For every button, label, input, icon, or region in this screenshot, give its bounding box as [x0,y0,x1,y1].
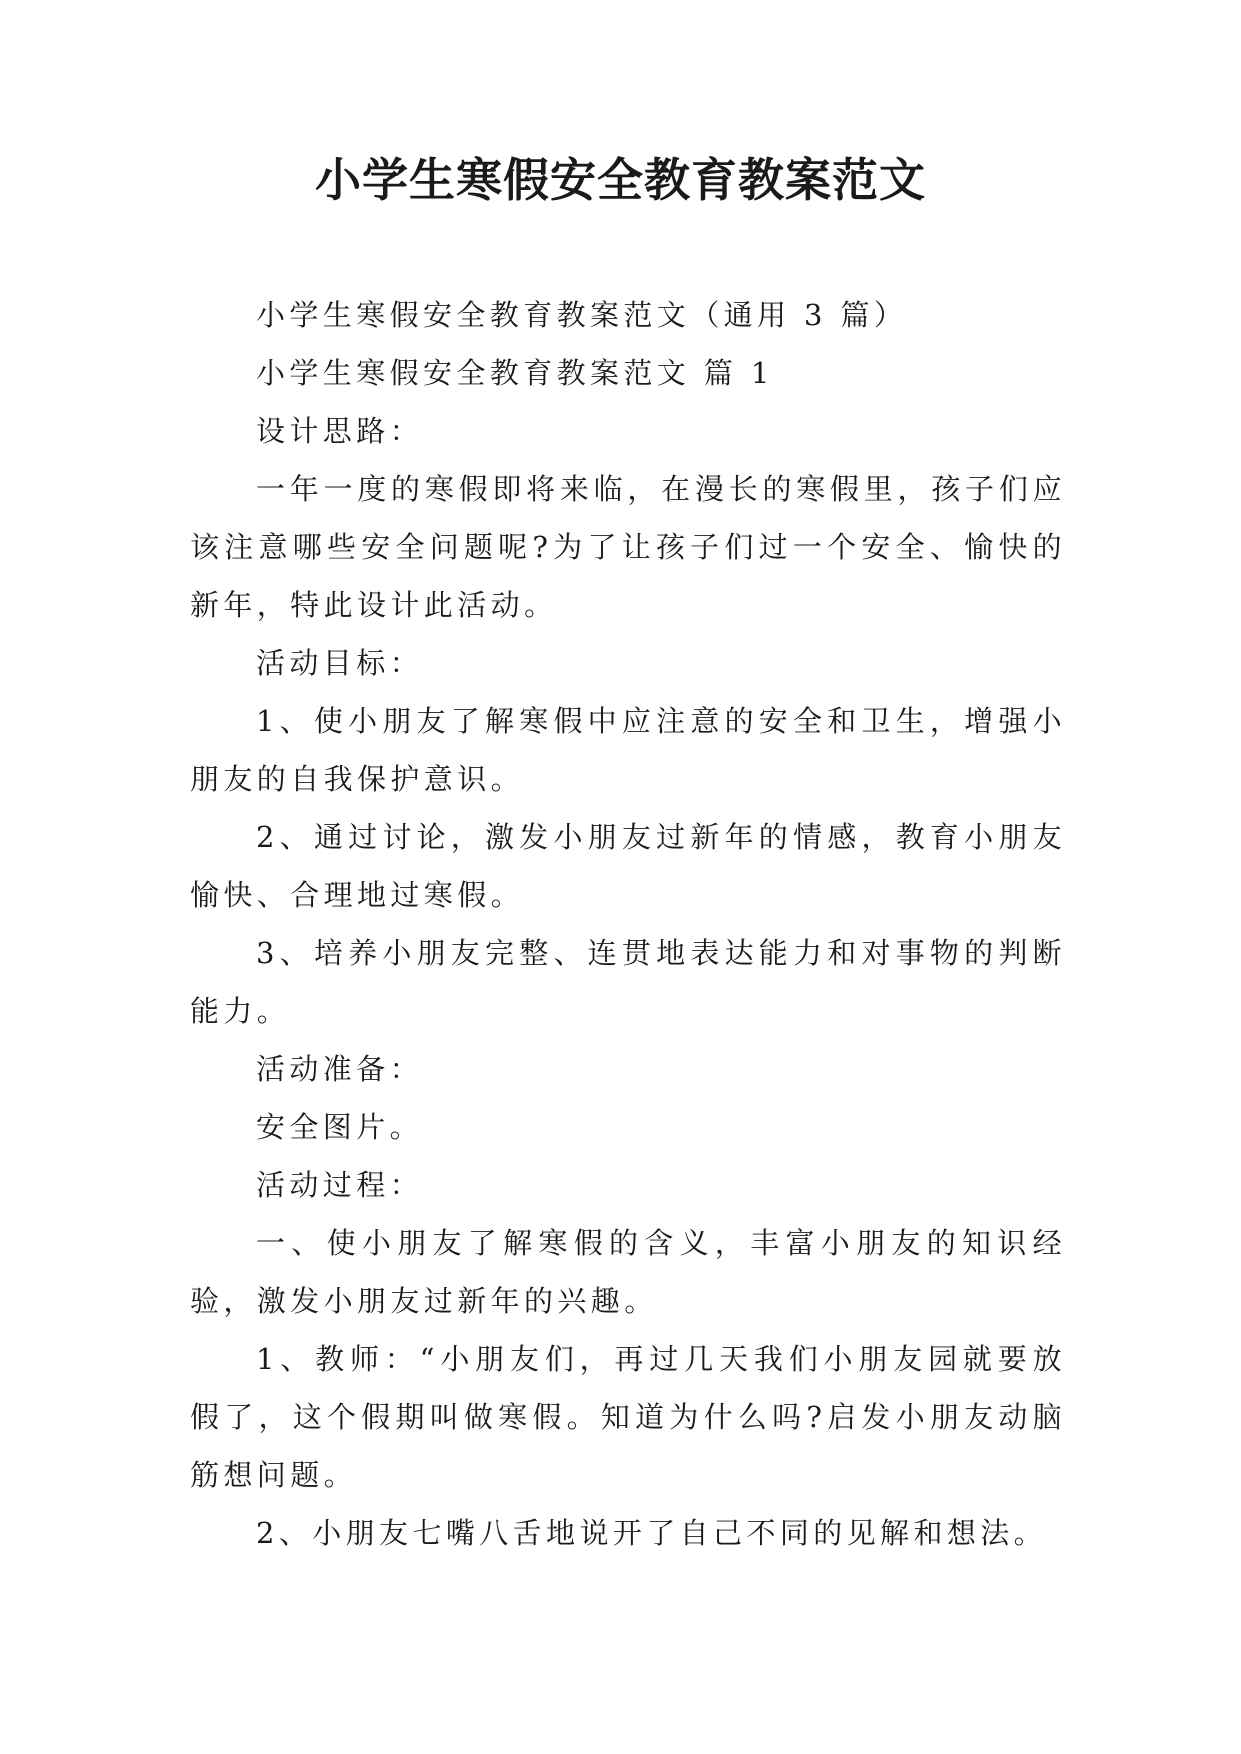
paragraph-process-step-1: 一、使小朋友了解寒假的含义，丰富小朋友的知识经验，激发小朋友过新年的兴趣。 [190,1226,1066,1318]
paragraph-prep-heading: 活动准备： [256,1052,424,1086]
paragraph-design-heading: 设计思路： [256,414,424,448]
paragraph-children-discuss: 2、小朋友七嘴八舌地说开了自己不同的见解和想法。 [256,1516,1048,1550]
paragraph-goals-heading: 活动目标： [256,646,424,680]
paragraph-teacher-quote: 1、教师：“小朋友们，再过几天我们小朋友园就要放假了，这个假期叫做寒假。知道为什么吗?启发小朋友动脑筋想问题。 [190,1342,1066,1492]
paragraph-design-text: 一年一度的寒假即将来临，在漫长的寒假里，孩子们应该注意哪些安全问题呢?为了让孩子们过一个安全、愉快的新年，特此设计此活动。 [190,472,1066,622]
paragraph-section-heading: 小学生寒假安全教育教案范文 篇 1 [256,356,774,390]
paragraph-goal-3: 3、培养小朋友完整、连贯地表达能力和对事物的判断能力。 [190,936,1066,1028]
document-title: 小学生寒假安全教育教案范文 [315,153,926,207]
paragraph-goal-1: 1、使小朋友了解寒假中应注意的安全和卫生，增强小朋友的自我保护意识。 [190,704,1066,796]
paragraph-goal-2: 2、通过讨论，激发小朋友过新年的情感，教育小朋友愉快、合理地过寒假。 [190,820,1066,912]
paragraph-subtitle: 小学生寒假安全教育教案范文（通用 3 篇） [256,298,908,332]
document-body [190,286,1066,1562]
paragraph-process-heading: 活动过程： [256,1168,424,1202]
paragraph-prep-text: 安全图片。 [256,1110,424,1144]
